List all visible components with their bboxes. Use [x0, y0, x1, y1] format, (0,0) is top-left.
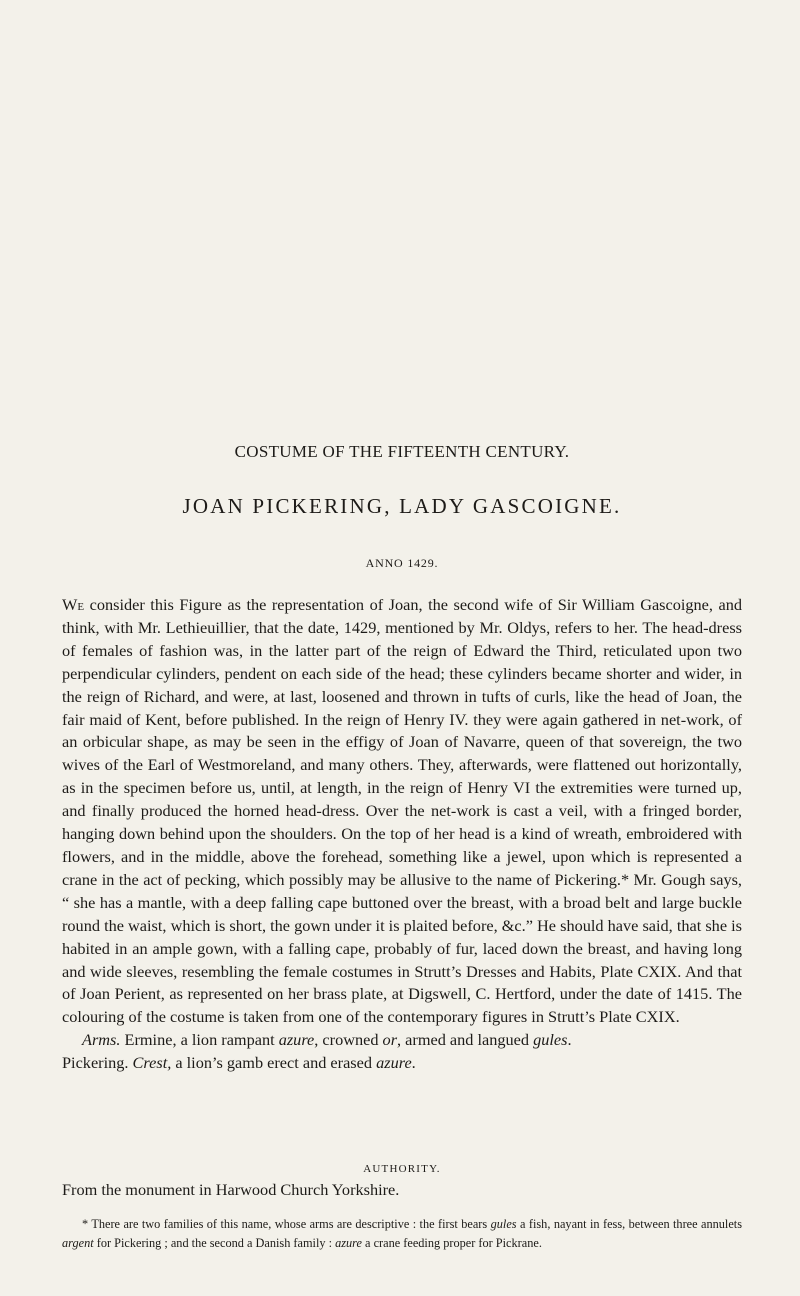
footnote-text	[62, 1215, 742, 1253]
main-paragraph	[62, 594, 742, 1029]
arms-paragraph	[62, 1029, 742, 1075]
authority-heading: AUTHORITY.	[363, 1163, 441, 1175]
tincture-argent: argent	[62, 1236, 94, 1250]
opening-word: We	[62, 595, 85, 614]
tincture-azure: azure	[376, 1053, 412, 1073]
tincture-azure: azure	[335, 1236, 362, 1250]
body-text	[62, 594, 742, 1075]
crest-text: a lion’s gamb erect and erased	[171, 1053, 377, 1073]
crest-label: Crest,	[132, 1053, 172, 1073]
tincture-gules: gules	[490, 1217, 517, 1231]
arms-family: Pickering.	[62, 1053, 129, 1073]
footnote-segment: a fish, nayant in fess, between three annulets	[516, 1217, 742, 1231]
tincture-gules: gules	[533, 1030, 568, 1050]
arms-label: Arms.	[82, 1030, 121, 1050]
date-line: ANNO 1429.	[365, 556, 439, 570]
arms-text: , crowned	[314, 1030, 383, 1050]
tincture-azure: azure	[278, 1030, 315, 1050]
footnote-segment: * There are two families of this name, whose arms are descriptive : the first bears	[82, 1217, 491, 1231]
arms-text: Ermine, a lion rampant	[120, 1030, 279, 1050]
paragraph-text: consider this Figure as the representation of Joan, the second wife of Sir William Gascoigne, and think, with Mr. Lethieuillier, that the date, 1429, mentioned by Mr. Oldys, refers to her. The head-dress of females of fashion was, in the latter part of the reign of Edward the Third, reticulated upon two perpendicular cylinders, pendent on each side of the head; these cylinders became shorter and wider, in the reign of Richard, and were, at last, loosened and thrown in tufts of curls, like the head of Joan, the fair maid of Kent, before published. In the reign of Henry IV. they were again gathered in net-work, of an orbicular shape, as may be seen in the effigy of Joan of Navarre, queen of that sovereign, the two wives of the Earl of Westmoreland, and many others. They, afterwards, were flattened out horizontally, as in the specimen before us, until, at length, in the reign of Henry VI the extremities were turned up, and finally produced the horned head-dress. Over the net-work is cast a veil, with a fringed border, hanging down behind upon the shoulders. On the top of her head is a kind of wreath, embroidered with flowers, and in the middle, above the forehead, something like a jewel, upon which is represented a crane in the act of pecking, which possibly may be allusive to the name of Pickering.* Mr. Gough says, “ she has a mantle, with a deep falling cape buttoned over the breast, with a broad belt and large buckle round the waist, which is short, the gown under it is plaited before, &c.” He should have said, that she is habited in an ample gown, with a falling cape, probably of fur, laced down the breast, and having long and wide sleeves, resembling the female costumes in Strutt’s Dresses and Habits, Plate CXIX. And that of Joan Perient, as represented on her brass plate, at Digswell, C. Hertford, under the date of 1415. The colouring of the costume is taken from one of the contemporary figures in Strutt’s Plate CXIX.	[62, 595, 743, 1027]
page-title: JOAN PICKERING, LADY GASCOIGNE.	[182, 494, 622, 518]
arms-text: .	[567, 1030, 572, 1050]
tincture-or: or	[382, 1030, 398, 1050]
arms-text: , armed and langued	[397, 1030, 534, 1050]
footnote	[62, 1215, 742, 1253]
series-title: COSTUME OF THE FIFTEENTH CENTURY.	[234, 442, 570, 461]
authority-source: From the monument in Harwood Church Yorkshire.	[62, 1180, 400, 1199]
crest-text: .	[411, 1053, 416, 1073]
footnote-segment: a crane feeding proper for Pickrane.	[361, 1236, 542, 1250]
footnote-segment: for Pickering ; and the second a Danish family :	[93, 1236, 336, 1250]
